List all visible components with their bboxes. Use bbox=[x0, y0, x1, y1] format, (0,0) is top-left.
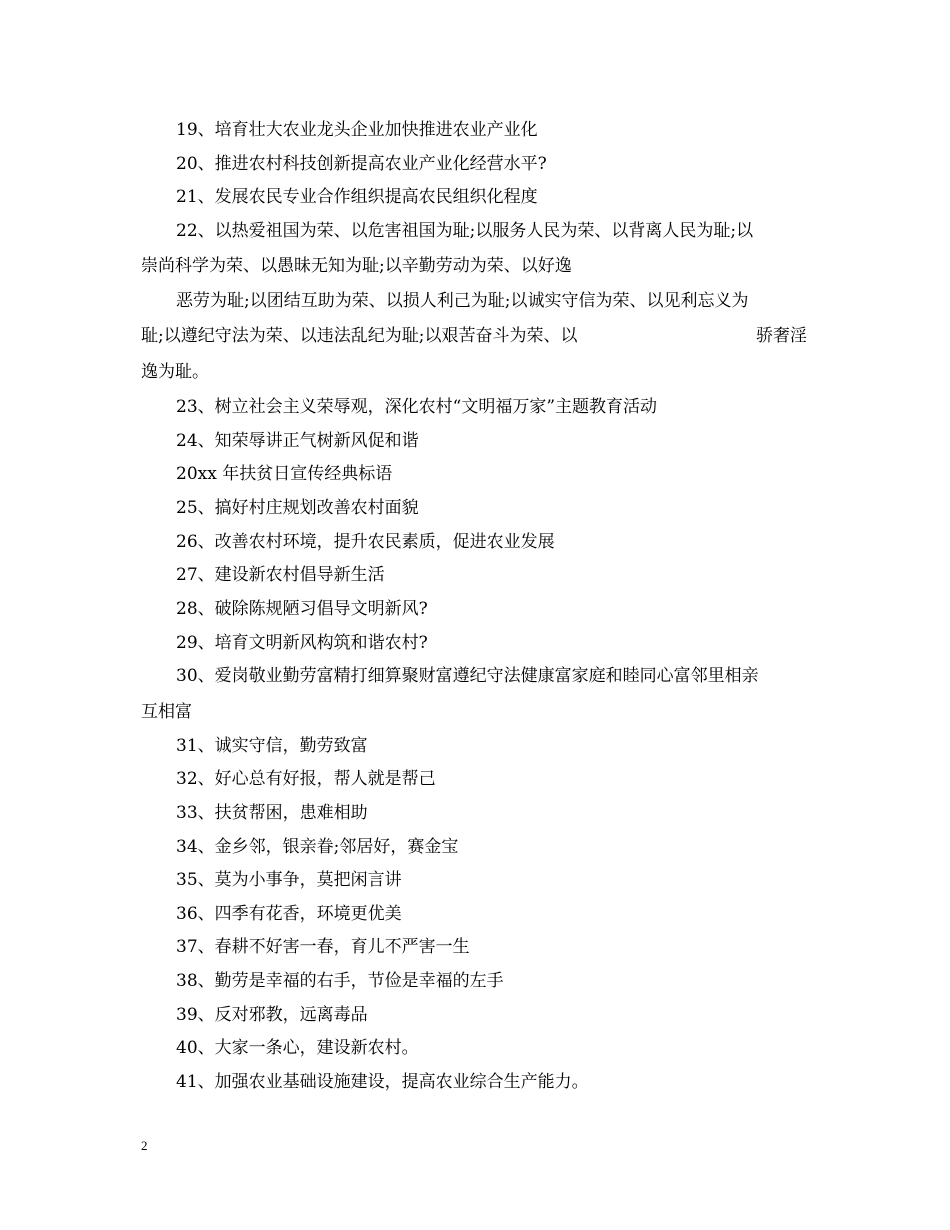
slogan-37: 37、春耕不好害一春，育儿不严害一生 bbox=[176, 937, 470, 957]
slogan-19: 19、培育壮大农业龙头企业加快推进农业产业化 bbox=[176, 120, 538, 140]
slogan-28: 28、破除陈规陋习倡导文明新风? bbox=[176, 599, 428, 619]
slogan-31: 31、诚实守信，勤劳致富 bbox=[176, 736, 368, 756]
slogan-23: 23、树立社会主义荣辱观，深化农村“文明福万家”主题教育活动 bbox=[176, 397, 658, 417]
slogan-26: 26、改善农村环境，提升农民素质，促进农业发展 bbox=[176, 532, 555, 552]
slogan-34: 34、金乡邻，银亲眷;邻居好，赛金宝 bbox=[176, 837, 459, 857]
slogan-35: 35、莫为小事争，莫把闲言讲 bbox=[176, 870, 402, 890]
slogan-32: 32、好心总有好报，帮人就是帮己 bbox=[176, 769, 436, 789]
slogan-36: 36、四季有花香，环境更优美 bbox=[176, 904, 402, 924]
slogan-40: 40、大家一条心，建设新农村。 bbox=[176, 1038, 419, 1058]
slogan-22-line-5: 逸为耻。 bbox=[141, 362, 209, 382]
slogan-29: 29、培育文明新风构筑和谐农村? bbox=[176, 633, 428, 653]
slogan-22-line-2: 崇尚科学为荣、以愚昧无知为耻;以辛勤劳动为荣、以好逸 bbox=[141, 256, 572, 276]
slogan-27: 27、建设新农村倡导新生活 bbox=[176, 565, 385, 585]
slogan-30-line-2: 互相富 bbox=[141, 702, 192, 722]
slogan-20: 20、推进农村科技创新提高农业产业化经营水平? bbox=[176, 154, 547, 174]
slogan-30-line-1: 30、爱岗敬业勤劳富精打细算聚财富遵纪守法健康富家庭和睦同心富邻里相亲 bbox=[176, 666, 759, 686]
slogan-22-line-4-tail: 骄奢淫 bbox=[756, 326, 807, 346]
slogan-38: 38、勤劳是幸福的右手，节俭是幸福的左手 bbox=[176, 971, 504, 991]
slogan-24: 24、知荣辱讲正气树新风促和谐 bbox=[176, 431, 419, 451]
slogan-22-line-3: 恶劳为耻;以团结互助为荣、以损人利己为耻;以诚实守信为荣、以见利忘义为 bbox=[176, 291, 749, 311]
slogan-39: 39、反对邪教，远离毒品 bbox=[176, 1005, 368, 1025]
section-heading: 20xx 年扶贫日宣传经典标语 bbox=[176, 464, 393, 484]
page-number: 2 bbox=[141, 1138, 148, 1153]
slogan-41: 41、加强农业基础设施建设，提高农业综合生产能力。 bbox=[176, 1072, 589, 1092]
slogan-25: 25、搞好村庄规划改善农村面貌 bbox=[176, 498, 419, 518]
slogan-22-line-4: 耻;以遵纪守法为荣、以违法乱纪为耻;以艰苦奋斗为荣、以 bbox=[141, 326, 578, 346]
slogan-33: 33、扶贫帮困，患难相助 bbox=[176, 803, 368, 823]
slogan-22-line-1: 22、以热爱祖国为荣、以危害祖国为耻;以服务人民为荣、以背离人民为耻;以 bbox=[176, 221, 754, 241]
slogan-21: 21、发展农民专业合作组织提高农民组织化程度 bbox=[176, 187, 538, 207]
